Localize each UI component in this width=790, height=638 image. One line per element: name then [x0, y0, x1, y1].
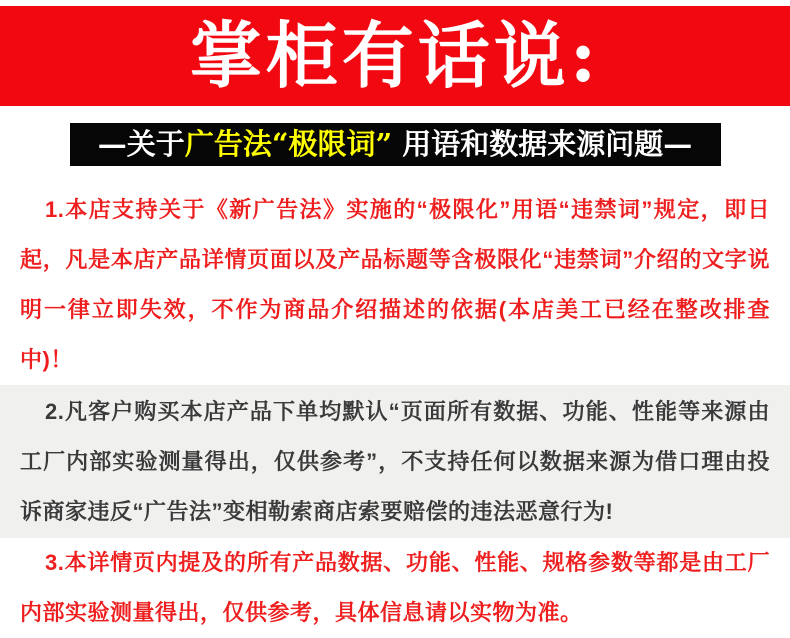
page-title: 掌柜有话说: [189, 13, 601, 98]
header-banner [0, 6, 790, 106]
subheader-segment-suffix: 用语和数据来源问题— [402, 127, 693, 161]
paragraph-data-source-default: 2.凡客户购买本店产品下单均默认“页面所有数据、功能、性能等来源由工厂内部实验测量得出，仅供参考”，不支持任何以数据来源为借口理由投诉商家违反“广告法”变相勒索商店索要赔偿的违法恶意行为! [0, 385, 790, 538]
subheader-segment-prefix: —关于 [97, 127, 185, 161]
subheader-bar [70, 123, 721, 166]
disclaimer-notice-page [0, 6, 790, 625]
subheader-segment-highlight: 广告法“极限词” [184, 127, 393, 161]
paragraph-extreme-words-policy: 1.本店支持关于《新广告法》实施的“极限化”用语“违禁词”规定，即日起，凡是本店产品详情页面以及产品标题等含极限化“违禁词”介绍的文字说明一律立即失效，不作为商品介绍描述的依据(本店美工已经在整改排查中)！ [0, 185, 790, 385]
paragraph-reference-only: 3.本详情页内提及的所有产品数据、功能、性能、规格参数等都是由工厂内部实验测量得出，仅供参考，具体信息请以实物为准。 [0, 538, 790, 638]
